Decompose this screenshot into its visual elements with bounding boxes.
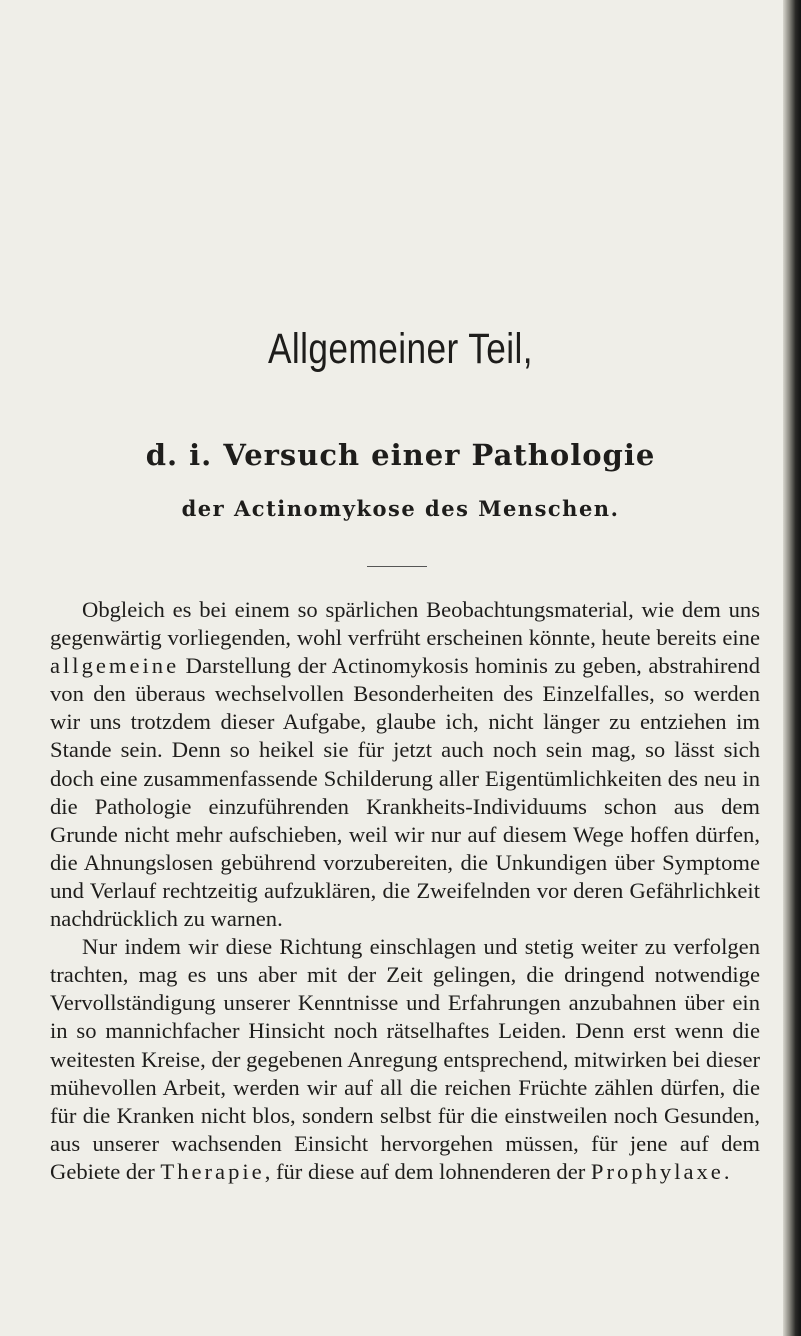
- paragraph-2-text-a: Nur indem wir diese Richtung einschlagen und stetig weiter zu verfolgen trachten, mag es uns aber mit der Zeit gelingen, die dringend notwendige Vervollständigung unserer Kenntnisse und Erfahrungen anzubahnen über ein in so mannichfacher Hinsicht noch rätselhaftes Leiden. Denn erst wenn die weitesten Kreise, der gegebenen Anregung entsprechend, mitwirken bei dieser mühevollen Arbeit, werden wir auf all die reichen Früchte zählen dürfen, die für die Kranken nicht blos, sondern selbst für die einstweilen noch Gesunden, aus unserer wachsenden Einsicht hervorgehen müssen, für jene auf dem Gebiete der: [50, 934, 760, 1184]
- emphasis-allgemeine: allgemeine: [50, 653, 180, 679]
- emphasis-prophylaxe: Prophylaxe: [590, 1158, 724, 1184]
- paragraph-1-text-a: Obgleich es bei einem so spärlichen Beobachtungsmaterial, wie dem uns gegenwärtig vorliegenden, wohl verfrüht erscheinen könnte, heute bereits eine: [50, 597, 760, 651]
- section-title: Allgemeiner Teil,: [267, 325, 534, 373]
- emphasis-therapie: Therapie: [160, 1158, 265, 1184]
- body-text: [50, 596, 760, 1186]
- paragraph-2-text-b: , für diese auf dem lohnenderen der: [264, 1158, 586, 1184]
- chapter-heading: d. i. Versuch einer Pathologie: [145, 438, 656, 472]
- paragraph-2: [50, 933, 760, 1186]
- paragraph-2-text-c: .: [723, 1158, 730, 1184]
- divider-rule: [367, 566, 427, 567]
- paragraph-1-text-b: Darstellung der Actinomykosis hominis zu geben, abstrahirend von den überaus wechselvollen Besonderheiten des Einzelfalles, so werden wir uns trotzdem dieser Aufgabe, glaube ich, nicht länger zu entziehen im Stande sein. Denn so heikel sie für jetzt auch noch sein mag, so lässt sich doch eine zusammenfassende Schilderung aller Eigentümlichkeiten des neu in die Pathologie einzuführenden Krankheits-Individuums schon aus dem Grunde nicht mehr aufschieben, weil wir nur auf diesem Wege hoffen dürfen, die Ahnungslosen gebührend vorzubereiten, die Unkundigen über Symptome und Verlauf rechtzeitig aufzuklären, die Zweifelnden vor deren Gefährlichkeit nachdrücklich zu warnen.: [50, 653, 761, 932]
- paragraph-1: [50, 596, 760, 933]
- chapter-subheading: der Actinomykose des Menschen.: [181, 496, 620, 521]
- page-edge-shadow: [783, 0, 801, 1336]
